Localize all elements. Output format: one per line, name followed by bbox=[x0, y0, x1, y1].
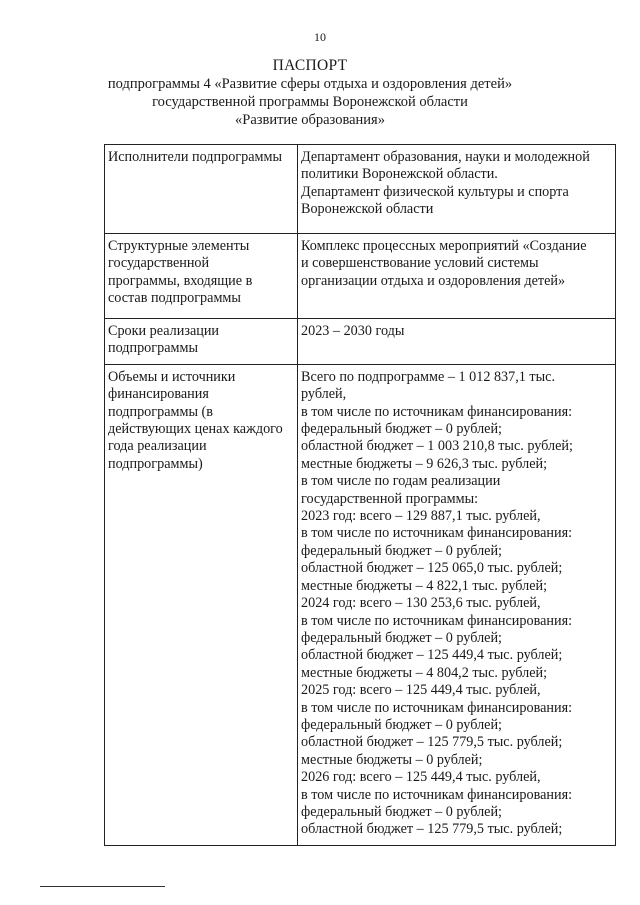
row-value-line: и совершенствование условий системы bbox=[301, 255, 539, 272]
row-label-line: подпрограммы) bbox=[108, 455, 203, 472]
funding-line: областной бюджет – 1 003 210,8 тыс. рублей; bbox=[301, 438, 573, 455]
funding-line: Всего по подпрограмме – 1 012 837,1 тыс. bbox=[301, 368, 556, 385]
row-value-line: Департамент образования, науки и молодежной bbox=[301, 149, 590, 165]
row-label-line: Структурные элементы bbox=[108, 238, 250, 254]
table-row-structural-elements bbox=[105, 234, 616, 319]
funding-line: 2026 год: всего – 125 449,4 тыс. рублей, bbox=[301, 769, 541, 786]
funding-line: в том числе по источникам финансирования: bbox=[301, 612, 573, 629]
funding-line: федеральный бюджет – 0 рублей; bbox=[301, 629, 502, 646]
table-row-implementation-terms bbox=[105, 319, 616, 365]
document-title: ПАСПОРТ bbox=[272, 57, 348, 74]
funding-line: федеральный бюджет – 0 рублей; bbox=[301, 803, 502, 820]
funding-line: федеральный бюджет – 0 рублей; bbox=[301, 716, 502, 733]
funding-line: областной бюджет – 125 779,5 тыс. рублей; bbox=[301, 821, 563, 838]
funding-line: в том числе по источникам финансирования: bbox=[301, 403, 573, 420]
row-label-cell bbox=[105, 145, 298, 234]
row-label-line: подпрограммы (в bbox=[108, 403, 213, 420]
row-value-cell bbox=[298, 319, 616, 365]
passport-table bbox=[104, 144, 616, 846]
row-value-line: организации отдыха и оздоровления детей» bbox=[301, 272, 566, 289]
funding-line: в том числе по источникам финансирования: bbox=[301, 699, 573, 716]
table-row-executors bbox=[105, 145, 616, 234]
table-row-funding bbox=[105, 364, 616, 845]
row-value-line: Комплекс процессных мероприятий «Создание bbox=[301, 238, 587, 254]
row-label-line: Объемы и источники bbox=[108, 368, 236, 385]
subtitle-line: государственной программы Воронежской области bbox=[152, 94, 468, 110]
row-label: Исполнители подпрограммы bbox=[108, 149, 282, 165]
row-label-line: финансирования bbox=[108, 386, 209, 403]
funding-line: в том числе по источникам финансирования: bbox=[301, 525, 573, 542]
funding-line: областной бюджет – 125 779,5 тыс. рублей; bbox=[301, 734, 563, 751]
row-label-line: Сроки реализации bbox=[108, 323, 220, 339]
row-value-cell bbox=[298, 234, 616, 319]
row-value-line: Воронежской области bbox=[301, 201, 434, 218]
row-value-cell bbox=[298, 145, 616, 234]
row-label-line: года реализации bbox=[108, 438, 207, 455]
row-label-cell bbox=[105, 364, 298, 845]
funding-line: местные бюджеты – 4 822,1 тыс. рублей; bbox=[301, 577, 548, 594]
funding-line: 2023 год: всего – 129 887,1 тыс. рублей, bbox=[301, 508, 541, 525]
subtitle-line: «Развитие образования» bbox=[235, 112, 385, 128]
page-number: 10 bbox=[314, 30, 326, 44]
document-header bbox=[100, 57, 520, 129]
row-value-line: 2023 – 2030 годы bbox=[301, 323, 405, 339]
funding-line: рублей, bbox=[301, 386, 347, 403]
funding-line: местные бюджеты – 0 рублей; bbox=[301, 751, 483, 768]
funding-line: местные бюджеты – 4 804,2 тыс. рублей; bbox=[301, 664, 548, 681]
funding-line: 2025 год: всего – 125 449,4 тыс. рублей, bbox=[301, 682, 541, 699]
funding-line: местные бюджеты – 9 626,3 тыс. рублей; bbox=[301, 455, 548, 472]
funding-line: в том числе по годам реализации bbox=[301, 473, 501, 490]
row-label-line: действующих ценах каждого bbox=[108, 421, 283, 438]
row-value-line: Департамент физической культуры и спорта bbox=[301, 183, 569, 200]
row-label-line: подпрограммы bbox=[108, 340, 198, 357]
row-label-line: программы, входящие в bbox=[108, 272, 253, 289]
funding-line: областной бюджет – 125 449,4 тыс. рублей; bbox=[301, 647, 563, 664]
row-value-cell bbox=[298, 364, 616, 845]
footnote-divider bbox=[40, 886, 165, 887]
funding-line: федеральный бюджет – 0 рублей; bbox=[301, 421, 502, 438]
row-value-line: политики Воронежской области. bbox=[301, 166, 498, 183]
row-label-cell bbox=[105, 319, 298, 365]
funding-line: областной бюджет – 125 065,0 тыс. рублей; bbox=[301, 560, 563, 577]
funding-line: федеральный бюджет – 0 рублей; bbox=[301, 542, 502, 559]
funding-line: в том числе по источникам финансирования: bbox=[301, 786, 573, 803]
row-label-line: состав подпрограммы bbox=[108, 290, 241, 307]
row-label-line: государственной bbox=[108, 255, 210, 272]
funding-line: 2024 год: всего – 130 253,6 тыс. рублей, bbox=[301, 595, 541, 612]
subtitle-line: подпрограммы 4 «Развитие сферы отдыха и оздоровления детей» bbox=[107, 76, 513, 92]
funding-line: государственной программы: bbox=[301, 490, 479, 507]
row-label-cell bbox=[105, 234, 298, 319]
